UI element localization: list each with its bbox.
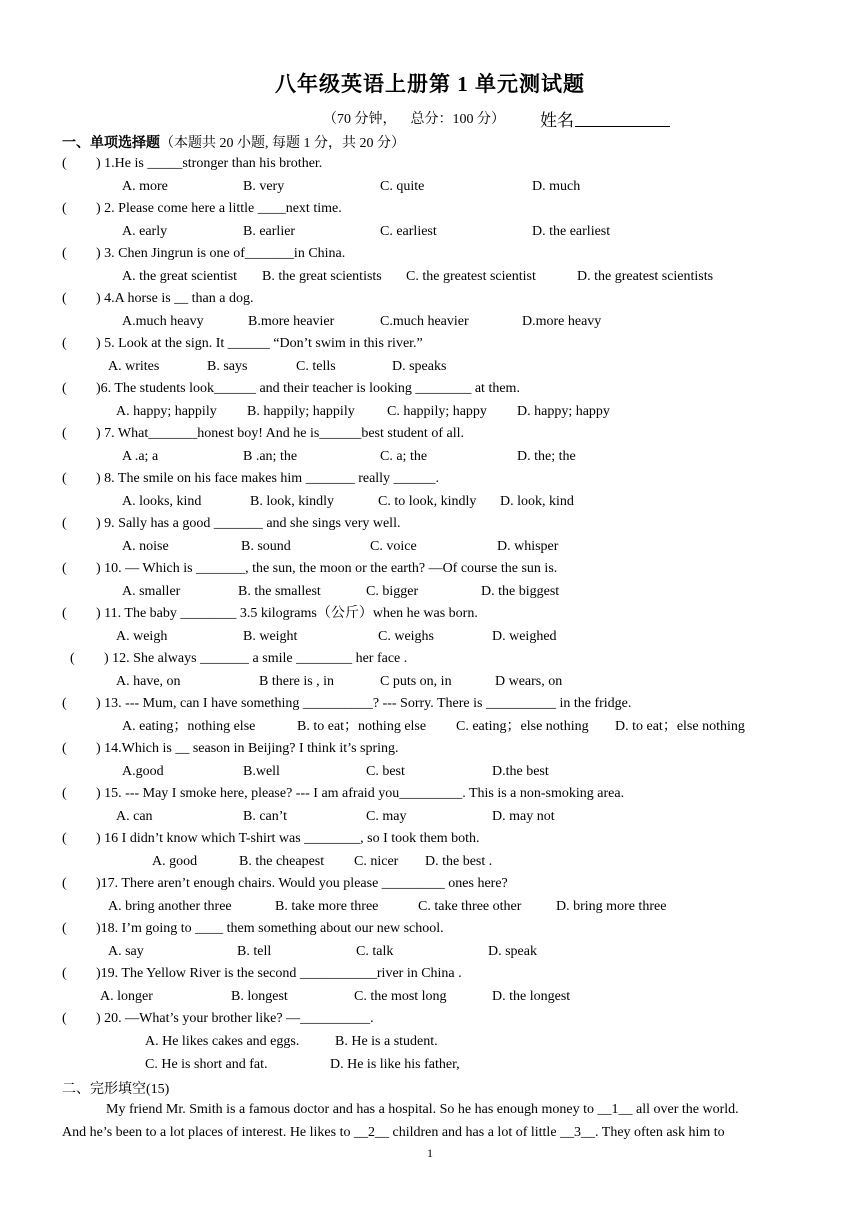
- question-5-option-a: A. writes: [108, 359, 160, 374]
- question-5-option-b: B. says: [207, 359, 248, 374]
- question-4: [62, 290, 253, 308]
- question-19-option-b: B. longest: [231, 989, 288, 1004]
- question-19-option-c: C. the most long: [354, 989, 447, 1004]
- question-15-option-a: A. can: [116, 809, 153, 824]
- section2-heading: 二、完形填空(15): [62, 1082, 170, 1097]
- question-18-option-b: B. tell: [237, 944, 272, 959]
- question-5-option-d: D. speaks: [392, 359, 447, 374]
- question-20-option-c: C. He is short and fat.: [145, 1057, 268, 1072]
- answer-blank[interactable]: (: [62, 876, 67, 891]
- question-18-option-c: C. talk: [356, 944, 394, 959]
- question-11-option-a: A. weigh: [116, 629, 168, 644]
- answer-blank[interactable]: (: [62, 246, 67, 261]
- question-text: ) 14.Which is __ season in Beijing? I think it’s spring.: [96, 741, 399, 756]
- question-7-option-c: C. a; the: [380, 449, 428, 464]
- question-14-option-c: C. best: [366, 764, 405, 779]
- question-15-option-b: B. can’t: [243, 809, 288, 824]
- question-18: [62, 920, 444, 938]
- question-6: [62, 380, 520, 398]
- question-text: ) 8. The smile on his face makes him _______ really ______.: [96, 471, 440, 486]
- question-text: ) 4.A horse is __ than a dog.: [96, 291, 254, 306]
- answer-blank[interactable]: (: [70, 651, 75, 666]
- question-17-option-a: A. bring another three: [108, 899, 232, 914]
- question-text: ) 15. --- May I smoke here, please? --- I am afraid you_________. This is a non-smoking area.: [96, 786, 625, 801]
- question-17-option-c: C. take three other: [418, 899, 522, 914]
- question-8-option-c: C. to look, kindly: [378, 494, 477, 509]
- question-17-option-b: B. take more three: [275, 899, 379, 914]
- name-blank[interactable]: [575, 126, 670, 127]
- question-14: [62, 740, 399, 758]
- question-11-option-d: D. weighed: [492, 629, 557, 644]
- question-15: [62, 785, 624, 803]
- question-1: [62, 155, 322, 173]
- question-4-option-b: B.more heavier: [248, 314, 335, 329]
- name-label: 姓名: [540, 111, 574, 130]
- question-16-option-a: A. good: [152, 854, 198, 869]
- question-16: [62, 830, 480, 848]
- cloze-paragraph-line2: And he’s been to a lot places of interest. He likes to __2__ children and has a lot of little __3__. They often ask him to: [62, 1125, 725, 1140]
- question-2-option-d: D. the earliest: [532, 224, 611, 239]
- question-13-option-c: C. eating；else nothing: [456, 719, 589, 734]
- question-text: )18. I’m going to ____ them something about our new school.: [96, 921, 444, 936]
- question-2-option-a: A. early: [122, 224, 168, 239]
- section1-heading: [62, 132, 405, 152]
- question-3: [62, 245, 345, 263]
- question-text: )19. The Yellow River is the second ___________river in China .: [96, 966, 462, 981]
- question-20-option-d: D. He is like his father,: [330, 1057, 460, 1072]
- question-text: ) 7. What_______honest boy! And he is______best student of all.: [96, 426, 464, 441]
- question-19-option-d: D. the longest: [492, 989, 571, 1004]
- section1-title: 一、单项选择题: [62, 136, 160, 151]
- question-7-option-a: A .a; a: [122, 449, 159, 464]
- question-10-option-a: A. smaller: [122, 584, 181, 599]
- question-5: [62, 335, 423, 353]
- question-3-option-b: B. the great scientists: [262, 269, 382, 284]
- question-text: ) 2. Please come here a little ____next time.: [96, 201, 342, 216]
- question-7-option-b: B .an; the: [243, 449, 298, 464]
- answer-blank[interactable]: (: [62, 381, 67, 396]
- question-13: [62, 695, 631, 713]
- question-4-option-c: C.much heavier: [380, 314, 469, 329]
- question-19: [62, 965, 462, 983]
- cloze-paragraph-line1: My friend Mr. Smith is a famous doctor and has a hospital. So he has enough money to __1__ all over the world.: [106, 1102, 739, 1117]
- question-2-option-c: C. earliest: [380, 224, 437, 239]
- question-text: ) 11. The baby ________ 3.5 kilograms（公斤）when he was born.: [96, 606, 478, 621]
- answer-blank[interactable]: (: [62, 696, 67, 711]
- question-10-option-d: D. the biggest: [481, 584, 560, 599]
- question-3-option-a: A. the great scientist: [122, 269, 238, 284]
- question-10-option-b: B. the smallest: [238, 584, 321, 599]
- question-text: ) 20. —What’s your brother like? —__________.: [96, 1011, 374, 1026]
- question-text: ) 12. She always _______ a smile ________ her face .: [104, 651, 408, 666]
- question-17-option-d: D. bring more three: [556, 899, 667, 914]
- question-text: ) 10. — Which is _______, the sun, the moon or the earth? —Of course the sun is.: [96, 561, 558, 576]
- answer-blank[interactable]: (: [62, 201, 67, 216]
- question-13-option-a: A. eating；nothing else: [122, 719, 256, 734]
- question-16-option-d: D. the best .: [425, 854, 493, 869]
- question-19-option-a: A. longer: [100, 989, 153, 1004]
- answer-blank[interactable]: (: [62, 831, 67, 846]
- question-2-option-b: B. earlier: [243, 224, 296, 239]
- question-12-option-a: A. have, on: [116, 674, 181, 689]
- question-9-option-b: B. sound: [241, 539, 291, 554]
- question-16-option-b: B. the cheapest: [239, 854, 325, 869]
- answer-blank[interactable]: (: [62, 1011, 67, 1026]
- page-title: 八年级英语上册第 1 单元测试题: [275, 72, 585, 96]
- answer-blank[interactable]: (: [62, 516, 67, 531]
- question-8: [62, 470, 439, 488]
- question-3-option-d: D. the greatest scientists: [577, 269, 714, 284]
- question-10: [62, 560, 557, 578]
- answer-blank[interactable]: (: [62, 921, 67, 936]
- question-14-option-b: B.well: [243, 764, 280, 779]
- answer-blank[interactable]: (: [62, 561, 67, 576]
- question-8-option-d: D. look, kind: [500, 494, 574, 509]
- question-text: ) 16 I didn’t know which T-shirt was ________, so I took them both.: [96, 831, 480, 846]
- answer-blank[interactable]: (: [62, 426, 67, 441]
- question-18-option-d: D. speak: [488, 944, 537, 959]
- question-16-option-c: C. nicer: [354, 854, 399, 869]
- question-9-option-a: A. noise: [122, 539, 169, 554]
- question-7: [62, 425, 464, 443]
- question-1-option-a: A. more: [122, 179, 168, 194]
- question-11: [62, 605, 478, 623]
- exam-subtitle: （70 分钟， 总分：100 分）: [323, 112, 505, 127]
- question-8-option-b: B. look, kindly: [250, 494, 335, 509]
- question-20: [62, 1010, 374, 1028]
- question-13-option-b: B. to eat；nothing else: [297, 719, 427, 734]
- question-text: )6. The students look______ and their teacher is looking ________ at them.: [96, 381, 520, 396]
- question-text: )17. There aren’t enough chairs. Would you please _________ ones here?: [96, 876, 508, 891]
- question-12-option-d: D wears, on: [495, 674, 563, 689]
- question-6-option-d: D. happy; happy: [517, 404, 610, 419]
- question-13-option-d: D. to eat；else nothing: [615, 719, 745, 734]
- question-12: [70, 650, 407, 668]
- section1-note: （本题共 20 小题, 每题 1 分，共 20 分）: [160, 136, 405, 151]
- question-9-option-d: D. whisper: [497, 539, 559, 554]
- page-number: 1: [427, 1146, 433, 1160]
- question-2: [62, 200, 342, 218]
- question-20-option-b: B. He is a student.: [335, 1034, 438, 1049]
- question-20-option-a: A. He likes cakes and eggs.: [145, 1034, 300, 1049]
- question-14-option-d: D.the best: [492, 764, 549, 779]
- answer-blank[interactable]: (: [62, 291, 67, 306]
- question-6-option-b: B. happily; happily: [247, 404, 355, 419]
- question-15-option-c: C. may: [366, 809, 407, 824]
- answer-blank[interactable]: (: [62, 741, 67, 756]
- question-text: ) 5. Look at the sign. It ______ “Don’t swim in this river.”: [96, 336, 423, 351]
- answer-blank[interactable]: (: [62, 966, 67, 981]
- question-text: ) 9. Sally has a good _______ and she sings very well.: [96, 516, 401, 531]
- answer-blank[interactable]: (: [62, 336, 67, 351]
- answer-blank[interactable]: (: [62, 606, 67, 621]
- question-18-option-a: A. say: [108, 944, 144, 959]
- question-10-option-c: C. bigger: [366, 584, 419, 599]
- question-12-option-b: B there is , in: [259, 674, 335, 689]
- question-8-option-a: A. looks, kind: [122, 494, 202, 509]
- question-text: ) 13. --- Mum, can I have something __________? --- Sorry. There is __________ in the fridge.: [96, 696, 632, 711]
- question-14-option-a: A.good: [122, 764, 164, 779]
- question-9: [62, 515, 400, 533]
- question-11-option-c: C. weighs: [378, 629, 434, 644]
- answer-blank[interactable]: (: [62, 786, 67, 801]
- question-1-option-d: D. much: [532, 179, 581, 194]
- question-4-option-d: D.more heavy: [522, 314, 602, 329]
- question-11-option-b: B. weight: [243, 629, 298, 644]
- question-9-option-c: C. voice: [370, 539, 417, 554]
- question-17: [62, 875, 508, 893]
- question-15-option-d: D. may not: [492, 809, 555, 824]
- question-text: ) 3. Chen Jingrun is one of_______in China.: [96, 246, 346, 261]
- question-4-option-a: A.much heavy: [122, 314, 204, 329]
- question-text: ) 1.He is _____stronger than his brother.: [96, 156, 323, 171]
- question-3-option-c: C. the greatest scientist: [406, 269, 536, 284]
- question-5-option-c: C. tells: [296, 359, 336, 374]
- answer-blank[interactable]: (: [62, 156, 67, 171]
- question-1-option-b: B. very: [243, 179, 285, 194]
- answer-blank[interactable]: (: [62, 471, 67, 486]
- question-12-option-c: C puts on, in: [380, 674, 452, 689]
- question-7-option-d: D. the; the: [517, 449, 576, 464]
- question-1-option-c: C. quite: [380, 179, 425, 194]
- question-6-option-a: A. happy; happily: [116, 404, 217, 419]
- question-6-option-c: C. happily; happy: [387, 404, 487, 419]
